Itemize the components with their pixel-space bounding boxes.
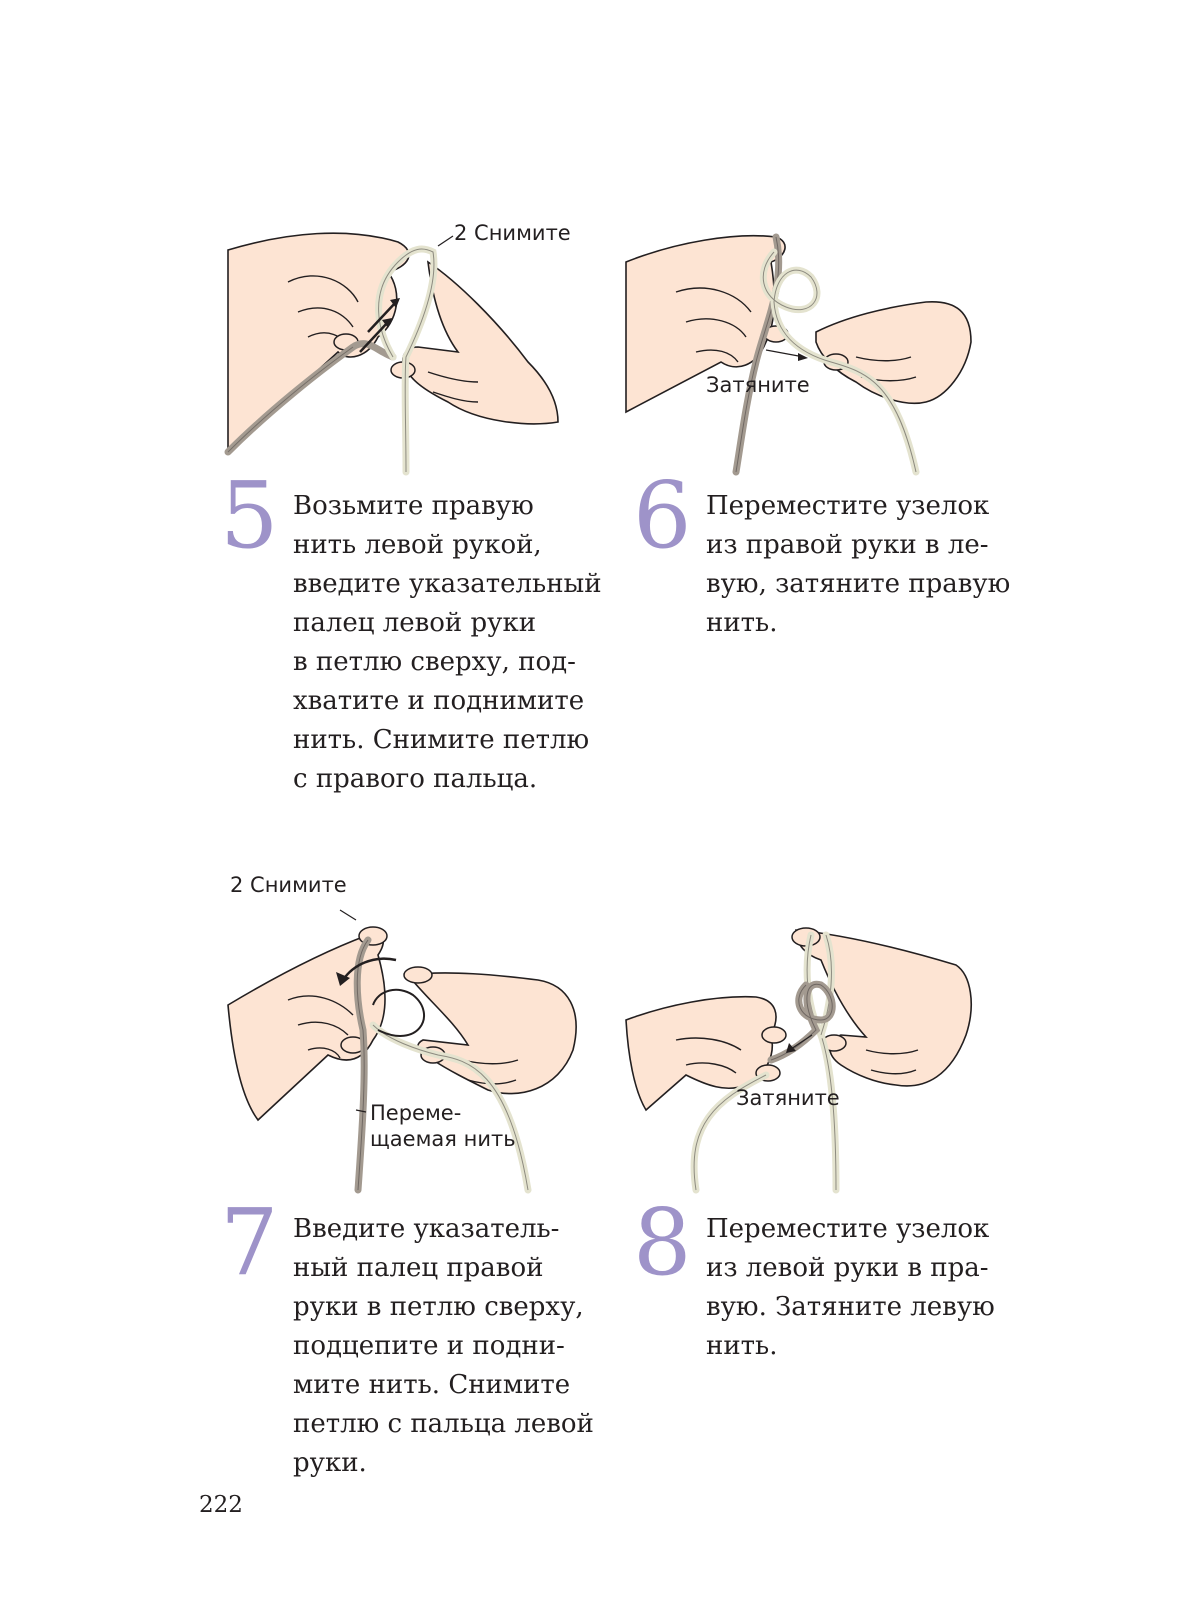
hands-lifting-cord-drawing: [228, 873, 598, 1190]
page-number: 222: [199, 1492, 243, 1518]
step-5-illustration: [228, 222, 588, 472]
callout-label: Переме-: [370, 1101, 462, 1125]
hands-tightening-knot-drawing: [626, 222, 996, 472]
callout-label: 2 Снимите: [454, 221, 571, 245]
callout-label: Затяните: [736, 1086, 840, 1110]
callout-label: Затяните: [706, 373, 810, 397]
step-8-number: 8: [633, 1189, 690, 1296]
hands-tying-knot-drawing: [228, 222, 588, 472]
step-6-instruction: Переместите узелок из правой руки в ле- вую, затяните правую нить.: [706, 491, 1011, 638]
step-5-number: 5: [220, 462, 277, 569]
step-8-illustration: [626, 925, 996, 1190]
step-8-instruction: Переместите узелок из левой руки в пра- вую. Затяните левую нить.: [706, 1214, 995, 1361]
step-7-number: 7: [220, 1189, 277, 1296]
callout-label: щаемая нить: [370, 1127, 516, 1151]
step-7-instruction: Введите указатель- ный палец правой руки в петлю сверху, подцепите и подни- мите нить. Снимите петлю с пальца левой руки.: [293, 1214, 594, 1478]
step-6-number: 6: [633, 462, 690, 569]
hands-tightening-left-cord-drawing: [626, 925, 996, 1190]
callout-label: 2 Снимите: [230, 873, 347, 897]
step-7-illustration: [228, 873, 598, 1190]
step-6-illustration: [626, 222, 996, 472]
step-5-instruction: Возьмите правую нить левой рукой, введите указательный палец левой руки в петлю сверху, под- хватите и поднимите нить. Снимите петлю с правого пальца.: [293, 491, 602, 794]
